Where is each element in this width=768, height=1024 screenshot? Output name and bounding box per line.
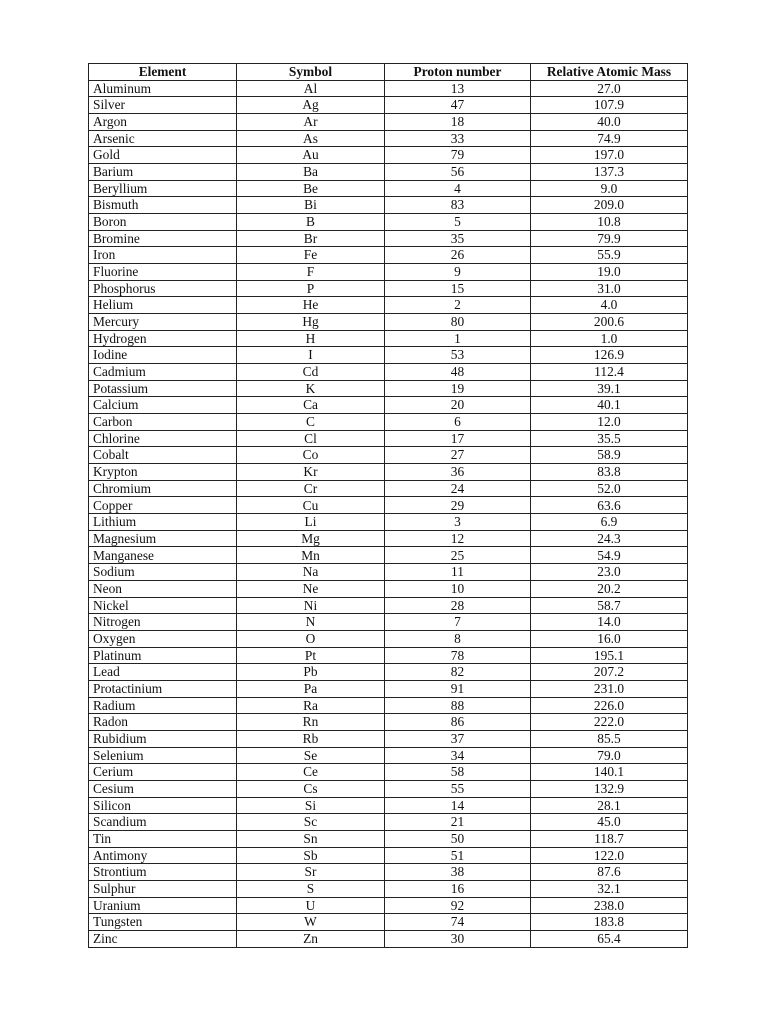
symbol-cell: Sb <box>237 847 385 864</box>
table-row <box>89 164 688 181</box>
element-name-cell: Calcium <box>89 397 237 414</box>
atomic-mass-cell: 238.0 <box>531 897 688 914</box>
table-row <box>89 230 688 247</box>
element-name-cell: Bromine <box>89 230 237 247</box>
element-name-cell: Oxygen <box>89 630 237 647</box>
element-name-cell: Tin <box>89 830 237 847</box>
table-row <box>89 680 688 697</box>
symbol-cell: W <box>237 914 385 931</box>
element-name-cell: Cerium <box>89 764 237 781</box>
table-row <box>89 114 688 131</box>
element-name-cell: Nitrogen <box>89 614 237 631</box>
table-row <box>89 580 688 597</box>
atomic-mass-cell: 79.0 <box>531 747 688 764</box>
table-row <box>89 914 688 931</box>
proton-number-cell: 38 <box>385 864 531 881</box>
element-name-cell: Fluorine <box>89 264 237 281</box>
atomic-mass-cell: 83.8 <box>531 464 688 481</box>
proton-number-cell: 28 <box>385 597 531 614</box>
symbol-cell: Rb <box>237 730 385 747</box>
element-name-cell: Cobalt <box>89 447 237 464</box>
atomic-mass-cell: 4.0 <box>531 297 688 314</box>
proton-number-cell: 30 <box>385 930 531 947</box>
atomic-mass-cell: 1.0 <box>531 330 688 347</box>
table-row <box>89 414 688 431</box>
element-name-cell: Sulphur <box>89 880 237 897</box>
symbol-cell: Cd <box>237 364 385 381</box>
proton-number-cell: 36 <box>385 464 531 481</box>
table-row <box>89 647 688 664</box>
atomic-mass-cell: 19.0 <box>531 264 688 281</box>
symbol-cell: Ni <box>237 597 385 614</box>
atomic-mass-cell: 45.0 <box>531 814 688 831</box>
element-name-cell: Lead <box>89 664 237 681</box>
element-name-cell: Chlorine <box>89 430 237 447</box>
element-name-cell: Neon <box>89 580 237 597</box>
proton-number-cell: 20 <box>385 397 531 414</box>
atomic-mass-cell: 24.3 <box>531 530 688 547</box>
table-row <box>89 597 688 614</box>
symbol-cell: H <box>237 330 385 347</box>
symbol-cell: Mg <box>237 530 385 547</box>
symbol-cell: P <box>237 280 385 297</box>
symbol-cell: Cr <box>237 480 385 497</box>
element-name-cell: Protactinium <box>89 680 237 697</box>
element-name-cell: Selenium <box>89 747 237 764</box>
atomic-mass-cell: 200.6 <box>531 314 688 331</box>
element-name-cell: Gold <box>89 147 237 164</box>
atomic-mass-cell: 16.0 <box>531 630 688 647</box>
symbol-cell: He <box>237 297 385 314</box>
table-row <box>89 80 688 97</box>
element-name-cell: Copper <box>89 497 237 514</box>
proton-number-cell: 24 <box>385 480 531 497</box>
atomic-mass-cell: 197.0 <box>531 147 688 164</box>
element-name-cell: Zinc <box>89 930 237 947</box>
atomic-mass-cell: 222.0 <box>531 714 688 731</box>
atomic-mass-cell: 74.9 <box>531 130 688 147</box>
atomic-mass-cell: 63.6 <box>531 497 688 514</box>
atomic-mass-cell: 140.1 <box>531 764 688 781</box>
proton-number-cell: 4 <box>385 180 531 197</box>
column-header-proton-number: Proton number <box>385 64 531 81</box>
table-row <box>89 130 688 147</box>
atomic-mass-cell: 195.1 <box>531 647 688 664</box>
atomic-mass-cell: 27.0 <box>531 80 688 97</box>
table-row <box>89 297 688 314</box>
element-name-cell: Lithium <box>89 514 237 531</box>
atomic-mass-cell: 10.8 <box>531 214 688 231</box>
element-name-cell: Potassium <box>89 380 237 397</box>
proton-number-cell: 79 <box>385 147 531 164</box>
proton-number-cell: 6 <box>385 414 531 431</box>
atomic-mass-cell: 207.2 <box>531 664 688 681</box>
atomic-mass-cell: 107.9 <box>531 97 688 114</box>
table-row <box>89 330 688 347</box>
atomic-mass-cell: 87.6 <box>531 864 688 881</box>
atomic-mass-cell: 132.9 <box>531 780 688 797</box>
table-row <box>89 464 688 481</box>
proton-number-cell: 83 <box>385 197 531 214</box>
table-row <box>89 880 688 897</box>
proton-number-cell: 11 <box>385 564 531 581</box>
element-name-cell: Beryllium <box>89 180 237 197</box>
element-name-cell: Iron <box>89 247 237 264</box>
element-name-cell: Barium <box>89 164 237 181</box>
symbol-cell: Ra <box>237 697 385 714</box>
proton-number-cell: 91 <box>385 680 531 697</box>
symbol-cell: Co <box>237 447 385 464</box>
atomic-mass-cell: 52.0 <box>531 480 688 497</box>
proton-number-cell: 21 <box>385 814 531 831</box>
element-name-cell: Carbon <box>89 414 237 431</box>
element-name-cell: Chromium <box>89 480 237 497</box>
symbol-cell: K <box>237 380 385 397</box>
proton-number-cell: 33 <box>385 130 531 147</box>
atomic-mass-cell: 226.0 <box>531 697 688 714</box>
table-row <box>89 897 688 914</box>
table-row <box>89 547 688 564</box>
symbol-cell: Br <box>237 230 385 247</box>
table-row <box>89 830 688 847</box>
element-name-cell: Rubidium <box>89 730 237 747</box>
column-header-element: Element <box>89 64 237 81</box>
header-row <box>89 64 688 81</box>
atomic-mass-cell: 28.1 <box>531 797 688 814</box>
element-name-cell: Arsenic <box>89 130 237 147</box>
table-row <box>89 847 688 864</box>
symbol-cell: O <box>237 630 385 647</box>
atomic-mass-cell: 58.7 <box>531 597 688 614</box>
proton-number-cell: 29 <box>385 497 531 514</box>
table-row <box>89 347 688 364</box>
symbol-cell: Be <box>237 180 385 197</box>
atomic-mass-cell: 39.1 <box>531 380 688 397</box>
symbol-cell: Pb <box>237 664 385 681</box>
symbol-cell: Ne <box>237 580 385 597</box>
atomic-mass-cell: 118.7 <box>531 830 688 847</box>
table-header <box>89 64 688 81</box>
element-name-cell: Cadmium <box>89 364 237 381</box>
proton-number-cell: 12 <box>385 530 531 547</box>
proton-number-cell: 34 <box>385 747 531 764</box>
symbol-cell: Cs <box>237 780 385 797</box>
element-name-cell: Nickel <box>89 597 237 614</box>
table-row <box>89 247 688 264</box>
element-name-cell: Antimony <box>89 847 237 864</box>
atomic-mass-cell: 54.9 <box>531 547 688 564</box>
symbol-cell: Mn <box>237 547 385 564</box>
atomic-mass-cell: 209.0 <box>531 197 688 214</box>
element-name-cell: Sodium <box>89 564 237 581</box>
proton-number-cell: 3 <box>385 514 531 531</box>
proton-number-cell: 74 <box>385 914 531 931</box>
symbol-cell: Cl <box>237 430 385 447</box>
column-header-relative-atomic-mass: Relative Atomic Mass <box>531 64 688 81</box>
table-row <box>89 930 688 947</box>
proton-number-cell: 26 <box>385 247 531 264</box>
element-name-cell: Tungsten <box>89 914 237 931</box>
symbol-cell: S <box>237 880 385 897</box>
proton-number-cell: 8 <box>385 630 531 647</box>
proton-number-cell: 25 <box>385 547 531 564</box>
atomic-mass-cell: 12.0 <box>531 414 688 431</box>
symbol-cell: Sc <box>237 814 385 831</box>
table-row <box>89 97 688 114</box>
proton-number-cell: 51 <box>385 847 531 864</box>
atomic-mass-cell: 183.8 <box>531 914 688 931</box>
proton-number-cell: 10 <box>385 580 531 597</box>
element-name-cell: Phosphorus <box>89 280 237 297</box>
table-row <box>89 180 688 197</box>
table-row <box>89 747 688 764</box>
proton-number-cell: 27 <box>385 447 531 464</box>
atomic-mass-cell: 85.5 <box>531 730 688 747</box>
proton-number-cell: 47 <box>385 97 531 114</box>
element-name-cell: Uranium <box>89 897 237 914</box>
proton-number-cell: 55 <box>385 780 531 797</box>
table-row <box>89 814 688 831</box>
symbol-cell: Au <box>237 147 385 164</box>
table-row <box>89 864 688 881</box>
symbol-cell: Kr <box>237 464 385 481</box>
element-name-cell: Mercury <box>89 314 237 331</box>
table-row <box>89 730 688 747</box>
atomic-mass-cell: 55.9 <box>531 247 688 264</box>
atomic-mass-cell: 20.2 <box>531 580 688 597</box>
symbol-cell: Hg <box>237 314 385 331</box>
atomic-mass-cell: 40.0 <box>531 114 688 131</box>
atomic-mass-cell: 65.4 <box>531 930 688 947</box>
atomic-mass-cell: 112.4 <box>531 364 688 381</box>
table-row <box>89 364 688 381</box>
table-row <box>89 314 688 331</box>
table-row <box>89 797 688 814</box>
symbol-cell: U <box>237 897 385 914</box>
proton-number-cell: 82 <box>385 664 531 681</box>
table-body <box>89 80 688 947</box>
symbol-cell: Ba <box>237 164 385 181</box>
element-name-cell: Manganese <box>89 547 237 564</box>
proton-number-cell: 18 <box>385 114 531 131</box>
proton-number-cell: 50 <box>385 830 531 847</box>
symbol-cell: Rn <box>237 714 385 731</box>
element-name-cell: Krypton <box>89 464 237 481</box>
symbol-cell: Na <box>237 564 385 581</box>
proton-number-cell: 53 <box>385 347 531 364</box>
atomic-mass-cell: 122.0 <box>531 847 688 864</box>
element-name-cell: Magnesium <box>89 530 237 547</box>
symbol-cell: Cu <box>237 497 385 514</box>
table-row <box>89 397 688 414</box>
element-name-cell: Scandium <box>89 814 237 831</box>
symbol-cell: Pt <box>237 647 385 664</box>
proton-number-cell: 13 <box>385 80 531 97</box>
proton-number-cell: 5 <box>385 214 531 231</box>
proton-number-cell: 58 <box>385 764 531 781</box>
proton-number-cell: 7 <box>385 614 531 631</box>
symbol-cell: Li <box>237 514 385 531</box>
table-row <box>89 430 688 447</box>
proton-number-cell: 16 <box>385 880 531 897</box>
atomic-mass-cell: 9.0 <box>531 180 688 197</box>
element-name-cell: Argon <box>89 114 237 131</box>
table-row <box>89 630 688 647</box>
symbol-cell: Pa <box>237 680 385 697</box>
element-name-cell: Iodine <box>89 347 237 364</box>
proton-number-cell: 17 <box>385 430 531 447</box>
symbol-cell: Al <box>237 80 385 97</box>
proton-number-cell: 80 <box>385 314 531 331</box>
symbol-cell: Ce <box>237 764 385 781</box>
element-name-cell: Radon <box>89 714 237 731</box>
symbol-cell: F <box>237 264 385 281</box>
table-row <box>89 480 688 497</box>
table-row <box>89 147 688 164</box>
element-name-cell: Bismuth <box>89 197 237 214</box>
table-row <box>89 664 688 681</box>
proton-number-cell: 14 <box>385 797 531 814</box>
table-row <box>89 764 688 781</box>
table-row <box>89 280 688 297</box>
table-row <box>89 380 688 397</box>
symbol-cell: Se <box>237 747 385 764</box>
element-name-cell: Radium <box>89 697 237 714</box>
element-name-cell: Hydrogen <box>89 330 237 347</box>
proton-number-cell: 78 <box>385 647 531 664</box>
table-row <box>89 447 688 464</box>
table-row <box>89 264 688 281</box>
proton-number-cell: 1 <box>385 330 531 347</box>
proton-number-cell: 56 <box>385 164 531 181</box>
symbol-cell: Ag <box>237 97 385 114</box>
proton-number-cell: 2 <box>385 297 531 314</box>
proton-number-cell: 48 <box>385 364 531 381</box>
proton-number-cell: 86 <box>385 714 531 731</box>
atomic-mass-cell: 126.9 <box>531 347 688 364</box>
elements-table <box>88 63 688 948</box>
table-row <box>89 514 688 531</box>
atomic-mass-cell: 6.9 <box>531 514 688 531</box>
atomic-mass-cell: 31.0 <box>531 280 688 297</box>
element-name-cell: Silicon <box>89 797 237 814</box>
symbol-cell: C <box>237 414 385 431</box>
symbol-cell: Sn <box>237 830 385 847</box>
proton-number-cell: 92 <box>385 897 531 914</box>
proton-number-cell: 9 <box>385 264 531 281</box>
column-header-symbol: Symbol <box>237 64 385 81</box>
element-name-cell: Boron <box>89 214 237 231</box>
symbol-cell: Ca <box>237 397 385 414</box>
symbol-cell: B <box>237 214 385 231</box>
atomic-mass-cell: 35.5 <box>531 430 688 447</box>
proton-number-cell: 35 <box>385 230 531 247</box>
table-row <box>89 697 688 714</box>
table-row <box>89 530 688 547</box>
atomic-mass-cell: 23.0 <box>531 564 688 581</box>
table-row <box>89 197 688 214</box>
element-name-cell: Platinum <box>89 647 237 664</box>
atomic-mass-cell: 40.1 <box>531 397 688 414</box>
proton-number-cell: 88 <box>385 697 531 714</box>
element-name-cell: Helium <box>89 297 237 314</box>
table-row <box>89 614 688 631</box>
atomic-mass-cell: 32.1 <box>531 880 688 897</box>
symbol-cell: As <box>237 130 385 147</box>
proton-number-cell: 19 <box>385 380 531 397</box>
table-row <box>89 714 688 731</box>
symbol-cell: Ar <box>237 114 385 131</box>
symbol-cell: N <box>237 614 385 631</box>
symbol-cell: I <box>237 347 385 364</box>
element-name-cell: Strontium <box>89 864 237 881</box>
atomic-mass-cell: 137.3 <box>531 164 688 181</box>
atomic-mass-cell: 79.9 <box>531 230 688 247</box>
proton-number-cell: 15 <box>385 280 531 297</box>
symbol-cell: Zn <box>237 930 385 947</box>
table-row <box>89 214 688 231</box>
element-name-cell: Silver <box>89 97 237 114</box>
atomic-mass-cell: 14.0 <box>531 614 688 631</box>
element-name-cell: Aluminum <box>89 80 237 97</box>
table-row <box>89 780 688 797</box>
proton-number-cell: 37 <box>385 730 531 747</box>
symbol-cell: Bi <box>237 197 385 214</box>
symbol-cell: Sr <box>237 864 385 881</box>
table-row <box>89 497 688 514</box>
symbol-cell: Fe <box>237 247 385 264</box>
atomic-mass-cell: 58.9 <box>531 447 688 464</box>
symbol-cell: Si <box>237 797 385 814</box>
table-row <box>89 564 688 581</box>
element-name-cell: Cesium <box>89 780 237 797</box>
atomic-mass-cell: 231.0 <box>531 680 688 697</box>
